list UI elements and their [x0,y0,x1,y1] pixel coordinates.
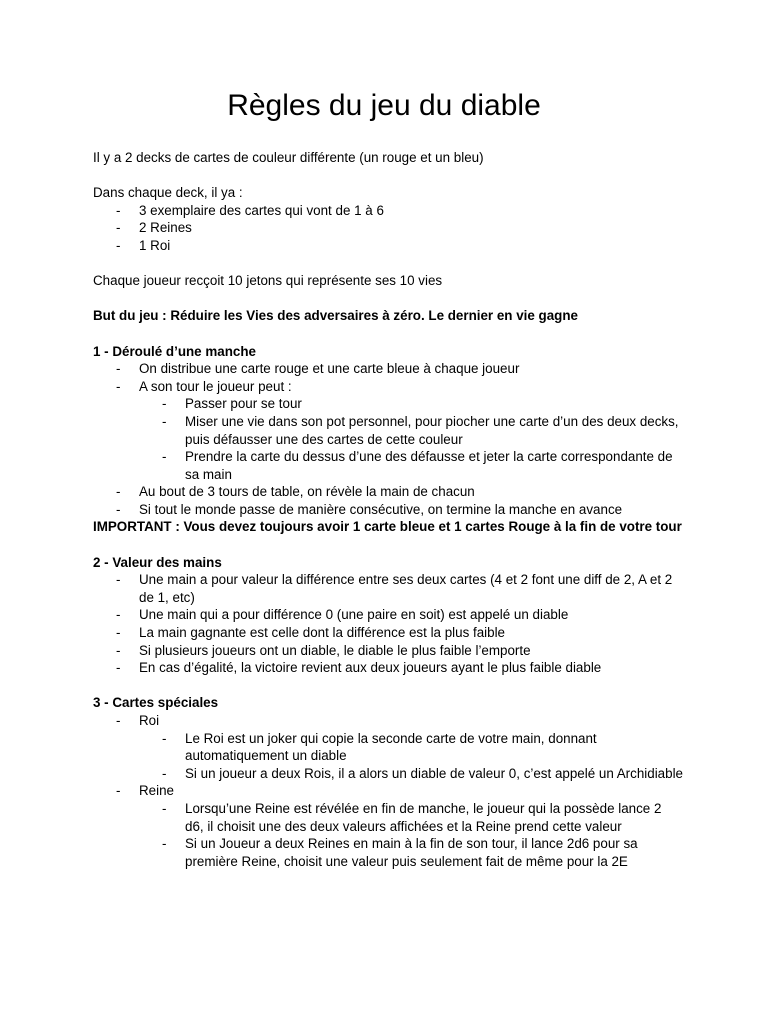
section3-list-reine [93,782,683,800]
list-item: - 2 Reines [93,219,683,237]
section2-heading: 2 - Valeur des mains [93,554,222,570]
section1-sublist [93,395,683,483]
list-item-roi: - Roi [93,712,683,730]
list-item: - En cas d’égalité, la victoire revient aux deux joueurs ayant le plus faible diable [93,659,683,677]
sublist-item: - Si un Joueur a deux Reines en main à la fin de son tour, il lance 2d6 pour sa première Reine, choisit une valeur puis seulement fait de même pour la 2E [93,835,683,870]
list-item: - Si tout le monde passe de manière consécutive, on termine la manche en avance [93,501,683,519]
list-item-reine: - Reine [93,782,683,800]
section1-heading: 1 - Déroulé d’une manche [93,343,256,359]
sublist-item: - Si un joueur a deux Rois, il a alors un diable de valeur 0, c’est appelé un Archidiable [93,765,683,783]
roi-sublist [93,730,683,783]
section3-heading: 3 - Cartes spéciales [93,695,219,711]
page-title: Règles du jeu du diable [227,89,541,122]
list-item: - 1 Roi [93,237,683,255]
intro-paragraph: Il y a 2 decks de cartes de couleur différente (un rouge et un bleu) [93,150,484,165]
sublist-item: - Miser une vie dans son pot personnel, pour piocher une carte d’un des deux decks, puis défausser une des cartes de cette couleur [93,413,683,448]
reine-sublist [93,800,683,870]
important-note: IMPORTANT : Vous devez toujours avoir 1 carte bleue et 1 cartes Rouge à la fin de votre tour [93,519,682,535]
deck-heading: Dans chaque deck, il ya : [93,185,243,201]
list-item: - On distribue une carte rouge et une carte bleue à chaque joueur [93,360,683,378]
section2-list [93,571,683,677]
list-item: - 3 exemplaire des cartes qui vont de 1 à 6 [93,202,683,220]
section1-list-continued [93,483,683,518]
deck-list [93,202,683,255]
list-item: - Une main qui a pour différence 0 (une paire en soit) est appelé un diable [93,606,683,624]
list-item: - Si plusieurs joueurs ont un diable, le diable le plus faible l’emporte [93,642,683,660]
tokens-paragraph: Chaque joueur recçoit 10 jetons qui représente ses 10 vies [93,273,443,289]
sublist-item: - Lorsqu’une Reine est révélée en fin de manche, le joueur qui la possède lance 2 d6, il choisit une des deux valeurs affichées et la Reine prend cette valeur [93,800,683,835]
list-item: - Une main a pour valeur la différence entre ses deux cartes (4 et 2 font une diff de 2, A et 2 de 1, etc) [93,571,683,606]
goal-paragraph: But du jeu : Réduire les Vies des adversaires à zéro. Le dernier en vie gagne [93,308,578,324]
sublist-item: - Prendre la carte du dessus d’une des défausse et jeter la carte correspondante de sa main [93,448,683,483]
document-body [93,149,683,870]
section3-list-roi [93,712,683,730]
list-item: - A son tour le joueur peut : [93,378,683,396]
list-item: - Au bout de 3 tours de table, on révèle la main de chacun [93,483,683,501]
sublist-item: - Le Roi est un joker qui copie la seconde carte de votre main, donnant automatiquement un diable [93,730,683,765]
section1-list [93,360,683,395]
sublist-item: - Passer pour se tour [93,395,683,413]
list-item: - La main gagnante est celle dont la différence est la plus faible [93,624,683,642]
